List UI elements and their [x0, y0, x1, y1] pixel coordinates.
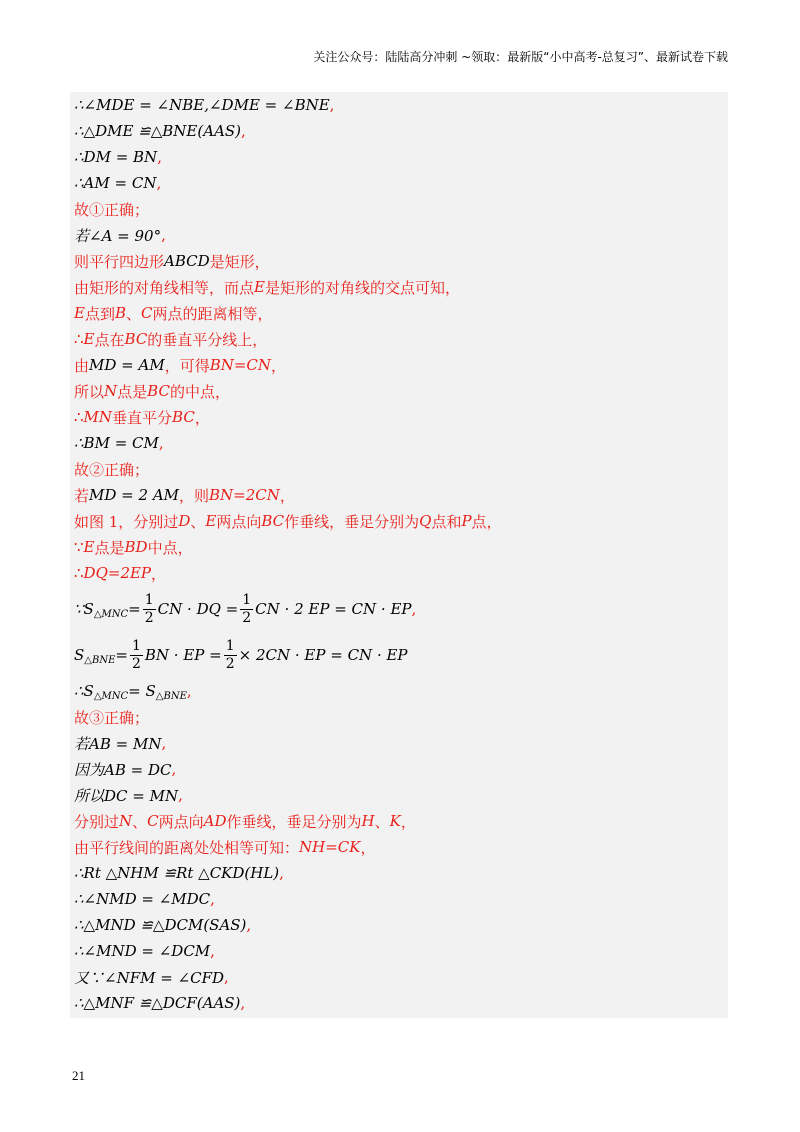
solution-line-17 [74, 508, 728, 534]
text-segment: 点在 [94, 330, 125, 349]
text-segment: 垂直平分 [112, 408, 173, 427]
math-variable: E [74, 304, 85, 322]
math-expression: DQ=2EP [83, 564, 152, 582]
math-expression: BN · EP = [144, 646, 222, 664]
math-expression: ∴△DME ≌△BNE(AAS) [74, 122, 242, 140]
text-segment: 作垂线，垂足分别为 [284, 512, 420, 531]
math-variable: Q [419, 512, 432, 530]
text-segment: 的中点， [169, 382, 230, 401]
math-variable: D [178, 512, 191, 530]
math-variable: E [83, 538, 95, 556]
solution-line-12 [74, 378, 728, 404]
text-segment: ， [194, 408, 210, 427]
page-header: 关注公众号：陆陆高分冲刺 ~领取：最新版“小中高考-总复习”、最新试卷下载 [313, 50, 728, 64]
text-segment: 、 [190, 512, 206, 531]
punctuation: , [210, 890, 215, 908]
math-expression: ,∠DME = ∠BNE [204, 96, 330, 114]
math-variable: E [254, 278, 265, 296]
solution-line-25 [74, 756, 728, 782]
math-expression: BN=2CN [209, 486, 280, 504]
text-segment: 所以 [74, 382, 105, 401]
math-expression: ∴△MND ≌△DCM(SAS) [74, 916, 247, 934]
fraction-numerator: 1 [144, 592, 154, 609]
text-segment: 点到 [84, 304, 115, 323]
math-subscript: △MNC [93, 690, 129, 702]
math-expression: CN · DQ = [157, 600, 239, 618]
text-segment: ， [400, 812, 416, 831]
math-variable: K [389, 812, 401, 830]
punctuation: , [210, 942, 215, 960]
math-fraction [224, 638, 237, 671]
solution-line-4 [74, 170, 728, 196]
text-segment: 由 [74, 356, 90, 375]
text-segment: 点， [471, 512, 502, 531]
solution-line-18 [74, 534, 728, 560]
solution-line-20 [74, 586, 728, 632]
conclusion-text: 故③正确； [74, 708, 150, 727]
page-number: 21 [72, 1068, 85, 1083]
text-segment: ， [360, 838, 376, 857]
solution-line-11 [74, 352, 728, 378]
text-segment: 作垂线，垂足分别为 [226, 812, 362, 831]
solution-line-24 [74, 730, 728, 756]
math-variable: BC [147, 382, 170, 400]
fraction-numerator: 1 [242, 592, 252, 609]
text-segment: ∴ [74, 408, 84, 426]
math-operator: = [128, 600, 141, 618]
solution-line-19 [74, 560, 728, 586]
text-segment: ， [151, 564, 167, 583]
solution-line-33 [74, 964, 728, 990]
solution-line-8 [74, 274, 728, 300]
solution-line-30 [74, 886, 728, 912]
punctuation: , [161, 226, 166, 244]
punctuation: , [178, 786, 183, 804]
text-segment: 两点向 [158, 812, 204, 831]
text-segment: 点是 [94, 538, 125, 557]
text-segment: 点和 [431, 512, 462, 531]
math-variable: E [205, 512, 217, 530]
solution-line-13 [74, 404, 728, 430]
punctuation: , [186, 682, 192, 700]
math-fraction [143, 592, 156, 625]
math-expression: × 2CN · EP = CN · EP [238, 646, 408, 664]
text-segment: 点是 [117, 382, 148, 401]
math-variable: BC [261, 512, 285, 530]
text-segment: 的垂直平分线上， [147, 330, 268, 349]
text-segment: ∴ [74, 564, 84, 582]
fraction-denominator: 2 [144, 609, 154, 626]
math-expression: ∴S [74, 682, 94, 700]
text-segment: ， [271, 356, 287, 375]
math-expression: ∴AM = CN [74, 174, 157, 192]
math-expression: ∵S [74, 600, 94, 618]
solution-line-29 [74, 860, 728, 886]
math-subscript: △BNE [84, 654, 116, 666]
text-segment: 两点向 [216, 512, 262, 531]
math-expression: ∴DM = BN [74, 148, 158, 166]
text-segment: ∵ [74, 538, 84, 556]
text-segment: 则平行四边形 [74, 252, 165, 271]
math-variable: BD [124, 538, 148, 556]
conclusion-text: 故②正确； [74, 460, 150, 479]
fraction-denominator: 2 [131, 655, 141, 672]
text-segment: 若 [74, 486, 90, 505]
math-operator: = [115, 646, 128, 664]
punctuation: , [279, 864, 284, 882]
text-segment: ∴ [74, 330, 84, 348]
text-segment: 分别过 [74, 812, 120, 831]
text-segment: 中点， [147, 538, 193, 557]
punctuation: , [156, 174, 162, 192]
fraction-denominator: 2 [242, 609, 252, 626]
math-fraction [240, 592, 253, 625]
math-variable: P [461, 512, 472, 530]
text-segment: ，可得 [164, 356, 210, 375]
punctuation: , [158, 434, 164, 452]
punctuation: , [157, 148, 162, 166]
solution-line-3 [74, 144, 728, 170]
math-subscript: △BNE [155, 690, 187, 702]
fraction-numerator: 1 [131, 638, 141, 655]
math-variable: AD [203, 812, 227, 830]
math-expression: CN · 2 EP = CN · EP [255, 600, 412, 618]
math-variable: MN [83, 408, 113, 426]
solution-line-26 [74, 782, 728, 808]
punctuation: , [241, 122, 246, 140]
solution-line-23 [74, 704, 728, 730]
math-expression: 因为AB = DC [74, 760, 172, 779]
text-segment: 、 [132, 812, 148, 831]
math-expression: BN=CN [209, 356, 272, 374]
math-expression: ∴△MNF ≌△DCF(AAS) [74, 994, 241, 1012]
solution-line-14 [74, 430, 728, 456]
punctuation: , [411, 600, 417, 618]
text-segment: 是矩形， [209, 252, 270, 271]
math-variable: E [83, 330, 95, 348]
math-expression: 若∠A = 90° [74, 226, 162, 245]
math-expression: MD = AM [89, 356, 165, 374]
math-variable: N [104, 382, 118, 400]
math-variable: C [147, 812, 159, 830]
math-expression: ∴∠NMD = ∠MDC [74, 890, 211, 908]
fraction-denominator: 2 [225, 655, 235, 672]
punctuation: , [246, 916, 252, 934]
math-expression: 若AB = MN [74, 734, 162, 753]
math-expression: S [74, 646, 85, 664]
conclusion-text: 故①正确； [74, 200, 150, 219]
punctuation: , [240, 994, 246, 1012]
solution-line-1 [74, 92, 728, 118]
math-expression: ∴∠MND = ∠DCM [74, 942, 211, 960]
solution-line-21 [74, 632, 728, 678]
text-segment: 如图 1，分别过 [74, 512, 179, 531]
text-segment: 由平行线间的距离处处相等可知： [74, 838, 300, 857]
solution-line-34 [74, 990, 728, 1016]
solution-line-31 [74, 912, 728, 938]
text-segment: ，则 [179, 486, 210, 505]
math-variable: BC [124, 330, 148, 348]
text-segment: 两点的距离相等， [152, 304, 273, 323]
text-segment: ， [279, 486, 295, 505]
solution-line-5 [74, 196, 728, 222]
math-expression: ∴∠MDE = ∠NBE [74, 96, 205, 114]
solution-line-32 [74, 938, 728, 964]
math-variable: C [141, 304, 153, 322]
text-segment: 是矩形的对角线的交点可知， [264, 278, 460, 297]
solution-line-16 [74, 482, 728, 508]
math-expression: 又∵∠NFM = ∠CFD [74, 968, 225, 987]
text-segment: 、 [374, 812, 390, 831]
math-expression: ∴Rt △NHM ≌Rt △CKD(HL) [74, 864, 280, 882]
punctuation: , [329, 96, 335, 114]
punctuation: , [171, 760, 177, 778]
text-segment: 、 [126, 304, 142, 323]
math-expression: ∴BM = CM [74, 434, 159, 452]
math-variable: ABCD [164, 252, 210, 270]
solution-line-6 [74, 222, 728, 248]
solution-line-27 [74, 808, 728, 834]
solution-line-28 [74, 834, 728, 860]
solution-line-9 [74, 300, 728, 326]
math-expression: MD = 2 AM [89, 486, 180, 504]
solution-line-10 [74, 326, 728, 352]
punctuation: , [224, 968, 229, 986]
solution-content [70, 92, 728, 1018]
math-variable: B [114, 304, 126, 322]
math-expression: NH=CK [299, 838, 361, 856]
math-expression: = S [128, 682, 156, 700]
fraction-numerator: 1 [225, 638, 235, 655]
solution-line-7 [74, 248, 728, 274]
text-segment: 由矩形的对角线相等，而点 [74, 278, 255, 297]
math-variable: H [361, 812, 375, 830]
punctuation: , [161, 734, 167, 752]
solution-line-2 [74, 118, 728, 144]
solution-line-22 [74, 678, 728, 704]
math-fraction [130, 638, 143, 671]
math-variable: N [119, 812, 133, 830]
math-subscript: △MNC [93, 608, 129, 620]
math-variable: BC [172, 408, 195, 426]
math-expression: 所以DC = MN [74, 786, 179, 805]
solution-line-15 [74, 456, 728, 482]
